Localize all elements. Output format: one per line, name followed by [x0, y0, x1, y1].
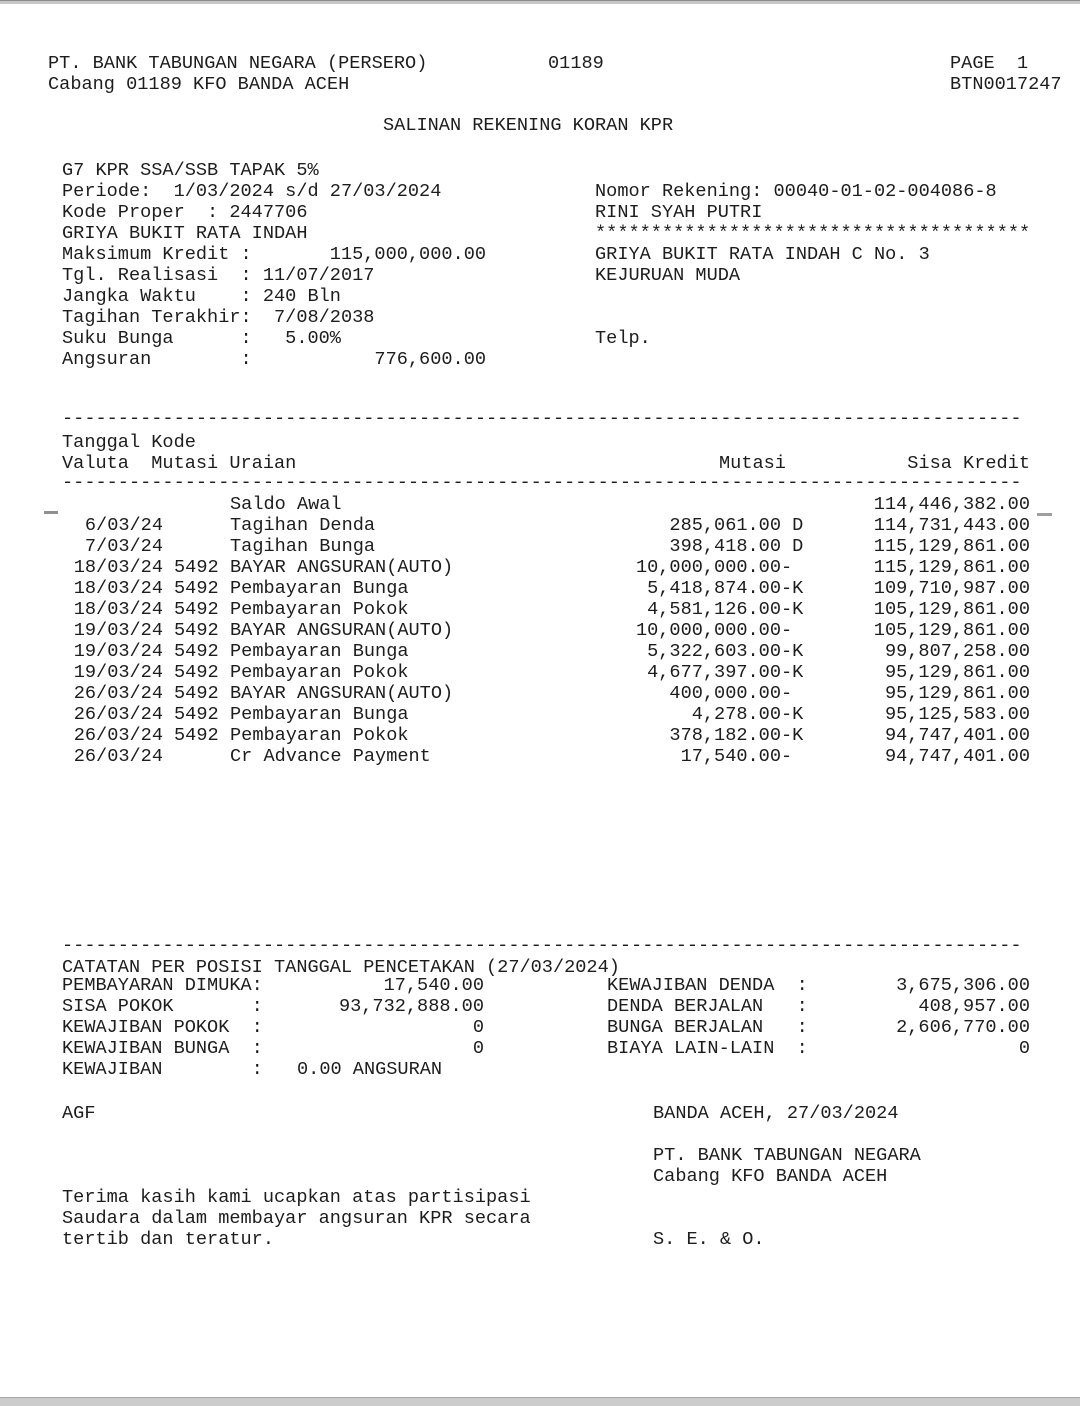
cell-date: 26/03/24 — [73, 725, 163, 746]
branch-code: 01189 — [548, 53, 604, 74]
cell-mutasi-suffix: - — [781, 746, 793, 767]
cell-mutasi: 5,418,874.00 — [647, 578, 781, 599]
table-row — [0, 620, 1080, 641]
cell-mutasi: 17,540.00 — [680, 746, 781, 767]
catatan-value: 17,540.00 — [383, 975, 484, 996]
cell-mutasi-suffix: -K — [781, 725, 804, 746]
cell-uraian: Pembayaran Bunga — [230, 641, 409, 662]
cell-date: 19/03/24 — [73, 641, 163, 662]
cell-uraian: Pembayaran Bunga — [230, 578, 409, 599]
cell-sisa-kredit: 114,446,382.00 — [873, 494, 1030, 515]
cell-uraian: Pembayaran Pokok — [230, 662, 409, 683]
cell-sisa-kredit: 94,747,401.00 — [884, 725, 1030, 746]
cell-sisa-kredit: 115,129,861.00 — [873, 557, 1030, 578]
cell-mutasi-suffix: -K — [781, 599, 804, 620]
suku-bunga-line: Suku Bunga : 5.00% — [62, 328, 341, 349]
catatan-title: CATATAN PER POSISI TANGGAL PENCETAKAN (27/03/2024) — [62, 957, 620, 978]
table-row — [0, 725, 1080, 746]
cell-date: 7/03/24 — [84, 536, 163, 557]
project-name: GRIYA BUKIT RATA INDAH — [62, 223, 308, 244]
periode-line: Periode: 1/03/2024 s/d 27/03/2024 — [62, 181, 442, 202]
cell-uraian: Pembayaran Pokok — [230, 725, 409, 746]
cell-kode: 5492 — [174, 557, 219, 578]
catatan-value: 3,675,306.00 — [896, 975, 1030, 996]
table-row — [0, 662, 1080, 683]
footer-branch: Cabang KFO BANDA ACEH — [653, 1166, 888, 1187]
cell-mutasi-suffix: - — [781, 557, 793, 578]
catatan-label: SISA POKOK : — [62, 996, 263, 1017]
cell-mutasi: 10,000,000.00 — [635, 620, 781, 641]
catatan-value: 93,732,888.00 — [338, 996, 484, 1017]
cell-kode: 5492 — [174, 683, 219, 704]
cell-kode: 5492 — [174, 704, 219, 725]
cell-sisa-kredit: 115,129,861.00 — [873, 536, 1030, 557]
tagihan-terakhir-line: Tagihan Terakhir: 7/08/2038 — [62, 307, 375, 328]
cell-mutasi-suffix: -K — [781, 578, 804, 599]
cell-mutasi-suffix: D — [781, 536, 804, 557]
footer-bank: PT. BANK TABUNGAN NEGARA — [653, 1145, 921, 1166]
cell-mutasi-suffix: -K — [781, 704, 804, 725]
cell-mutasi: 10,000,000.00 — [635, 557, 781, 578]
cell-uraian: Pembayaran Bunga — [230, 704, 409, 725]
page-title: SALINAN REKENING KORAN KPR — [383, 115, 674, 136]
thanks-line-2: Saudara dalam membayar angsuran KPR secara — [62, 1208, 531, 1229]
cell-uraian: BAYAR ANGSURAN(AUTO) — [230, 557, 454, 578]
address-line1: GRIYA BUKIT RATA INDAH C No. 3 — [595, 244, 930, 265]
cell-sisa-kredit: 95,125,583.00 — [884, 704, 1030, 725]
cell-mutasi-suffix: -K — [781, 641, 804, 662]
cell-uraian: Tagihan Bunga — [230, 536, 376, 557]
col-header-valuta-mutasi-uraian: Valuta Mutasi Uraian — [62, 453, 297, 474]
cell-kode: 5492 — [174, 641, 219, 662]
nomor-rekening: Nomor Rekening: 00040-01-02-004086-8 — [595, 181, 997, 202]
cell-mutasi-suffix: - — [781, 683, 793, 704]
cell-mutasi: 400,000.00 — [669, 683, 781, 704]
maksimum-kredit-line: Maksimum Kredit : 115,000,000.00 — [62, 244, 487, 265]
cell-mutasi: 285,061.00 — [669, 515, 781, 536]
separator-line: -------------------------------------------------------------------------------------- — [62, 472, 1022, 493]
catatan-row — [0, 1038, 1080, 1059]
scan-edge-bottom — [0, 1397, 1080, 1406]
jangka-waktu-line: Jangka Waktu : 240 Bln — [62, 286, 341, 307]
col-header-mutasi: Mutasi — [719, 453, 786, 474]
cell-mutasi: 5,322,603.00 — [647, 641, 781, 662]
catatan-row — [0, 996, 1080, 1017]
table-header-line2 — [0, 453, 1080, 474]
catatan-value: 408,957.00 — [918, 996, 1030, 1017]
cell-sisa-kredit: 114,731,443.00 — [873, 515, 1030, 536]
cell-uraian: Pembayaran Pokok — [230, 599, 409, 620]
table-row — [0, 494, 1080, 515]
page-number: PAGE 1 — [950, 53, 1029, 74]
cell-date: 26/03/24 — [73, 683, 163, 704]
cell-kode: 5492 — [174, 578, 219, 599]
cell-mutasi: 398,418.00 — [669, 536, 781, 557]
cell-mutasi-suffix: D — [781, 515, 804, 536]
cell-uraian: Cr Advance Payment — [230, 746, 431, 767]
masked-stars: *************************************** — [595, 223, 1031, 244]
product-name: G7 KPR SSA/SSB TAPAK 5% — [62, 160, 319, 181]
cell-kode: 5492 — [174, 725, 219, 746]
col-header-sisa-kredit: Sisa Kredit — [907, 453, 1030, 474]
customer-name: RINI SYAH PUTRI — [595, 202, 763, 223]
catatan-value: 0 — [472, 1017, 484, 1038]
cell-uraian: Saldo Awal — [230, 494, 342, 515]
cell-sisa-kredit: 99,807,258.00 — [884, 641, 1030, 662]
catatan-value: 0 — [1018, 1038, 1030, 1059]
catatan-row-kewajiban — [0, 1059, 1080, 1080]
catatan-label: KEWAJIBAN : — [62, 1059, 263, 1080]
cell-kode: 5492 — [174, 662, 219, 683]
catatan-value: 0.00 ANGSURAN — [297, 1059, 443, 1080]
scan-edge-top — [0, 0, 1080, 4]
cell-sisa-kredit: 105,129,861.00 — [873, 620, 1030, 641]
thanks-line-3: tertib dan teratur. — [62, 1229, 275, 1250]
cell-uraian: BAYAR ANGSURAN(AUTO) — [230, 683, 454, 704]
separator-line: -------------------------------------------------------------------------------------- — [62, 935, 1022, 956]
cell-date: 18/03/24 — [73, 578, 163, 599]
seo-label: S. E. & O. — [653, 1229, 765, 1250]
table-row — [0, 515, 1080, 536]
cell-uraian: BAYAR ANGSURAN(AUTO) — [230, 620, 454, 641]
cell-mutasi: 4,278.00 — [691, 704, 781, 725]
separator-line: -------------------------------------------------------------------------------------- — [62, 408, 1022, 429]
catatan-label: KEWAJIBAN DENDA : — [607, 975, 808, 996]
table-row — [0, 704, 1080, 725]
table-row — [0, 746, 1080, 767]
catatan-label: BIAYA LAIN-LAIN : — [607, 1038, 808, 1059]
catatan-label: BUNGA BERJALAN : — [607, 1017, 808, 1038]
tgl-realisasi-line: Tgl. Realisasi : 11/07/2017 — [62, 265, 375, 286]
cell-date: 19/03/24 — [73, 662, 163, 683]
cell-sisa-kredit: 109,710,987.00 — [873, 578, 1030, 599]
cell-mutasi: 4,581,126.00 — [647, 599, 781, 620]
table-row — [0, 683, 1080, 704]
catatan-row — [0, 975, 1080, 996]
cell-sisa-kredit: 95,129,861.00 — [884, 662, 1030, 683]
cell-date: 26/03/24 — [73, 704, 163, 725]
branch-line: Cabang 01189 KFO BANDA ACEH — [48, 74, 350, 95]
catatan-label: PEMBAYARAN DIMUKA: — [62, 975, 263, 996]
address-line2: KEJURUAN MUDA — [595, 265, 741, 286]
cell-uraian: Tagihan Denda — [230, 515, 376, 536]
angsuran-line: Angsuran : 776,600.00 — [62, 349, 487, 370]
cell-date: 18/03/24 — [73, 599, 163, 620]
cell-sisa-kredit: 94,747,401.00 — [884, 746, 1030, 767]
table-row — [0, 599, 1080, 620]
cell-kode: 5492 — [174, 620, 219, 641]
catatan-row — [0, 1017, 1080, 1038]
city-date: BANDA ACEH, 27/03/2024 — [653, 1103, 899, 1124]
cell-mutasi: 378,182.00 — [669, 725, 781, 746]
table-row — [0, 578, 1080, 599]
table-header-line1: Tanggal Kode — [62, 432, 196, 453]
catatan-label: KEWAJIBAN BUNGA : — [62, 1038, 263, 1059]
telp-label: Telp. — [595, 328, 651, 349]
cell-sisa-kredit: 105,129,861.00 — [873, 599, 1030, 620]
catatan-label: KEWAJIBAN POKOK : — [62, 1017, 263, 1038]
cell-kode: 5492 — [174, 599, 219, 620]
catatan-value: 0 — [472, 1038, 484, 1059]
thanks-line-1: Terima kasih kami ucapkan atas partisipasi — [62, 1187, 531, 1208]
catatan-label: DENDA BERJALAN : — [607, 996, 808, 1017]
cell-mutasi-suffix: -K — [781, 662, 804, 683]
agf-label: AGF — [62, 1103, 96, 1124]
cell-date: 18/03/24 — [73, 557, 163, 578]
doc-code: BTN0017247 — [950, 74, 1062, 95]
cell-mutasi-suffix: - — [781, 620, 793, 641]
cell-date: 26/03/24 — [73, 746, 163, 767]
cell-date: 19/03/24 — [73, 620, 163, 641]
table-row — [0, 641, 1080, 662]
cell-date: 6/03/24 — [84, 515, 163, 536]
table-row — [0, 557, 1080, 578]
cell-sisa-kredit: 95,129,861.00 — [884, 683, 1030, 704]
table-row — [0, 536, 1080, 557]
bank-name: PT. BANK TABUNGAN NEGARA (PERSERO) — [48, 53, 428, 74]
catatan-value: 2,606,770.00 — [896, 1017, 1030, 1038]
kode-proper-line: Kode Proper : 2447706 — [62, 202, 308, 223]
cell-mutasi: 4,677,397.00 — [647, 662, 781, 683]
